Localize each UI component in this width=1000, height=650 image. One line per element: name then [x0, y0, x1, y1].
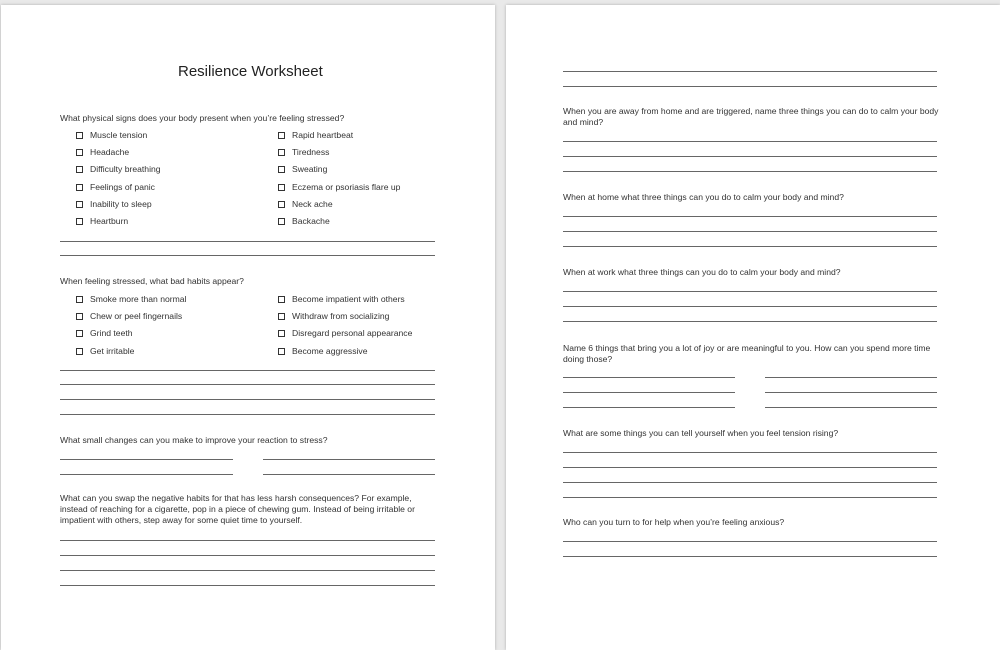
checkbox[interactable]: [278, 149, 285, 156]
checkbox[interactable]: [76, 149, 83, 156]
answer-line[interactable]: [60, 399, 435, 400]
question-help: Who can you turn to for help when you’re feeling anxious?: [563, 517, 785, 527]
checkbox[interactable]: [76, 296, 83, 303]
checkbox[interactable]: [76, 166, 83, 173]
answer-line[interactable]: [563, 497, 937, 498]
question-small-changes: What small changes can you make to improve your reaction to stress?: [60, 435, 328, 445]
answer-line[interactable]: [60, 370, 435, 371]
checkbox[interactable]: [278, 330, 285, 337]
answer-line[interactable]: [60, 540, 435, 541]
answer-line[interactable]: [563, 246, 937, 247]
answer-line[interactable]: [60, 255, 435, 256]
checklist-item-label: Disregard personal appearance: [292, 328, 413, 339]
checkbox[interactable]: [278, 296, 285, 303]
worksheet-page-2: [506, 5, 1000, 650]
checklist-item-label: Tiredness: [292, 147, 330, 158]
checklist-item-label: Inability to sleep: [90, 198, 152, 209]
answer-line[interactable]: [563, 141, 937, 142]
answer-line[interactable]: [60, 585, 435, 586]
question-away-from-home: When you are away from home and are triggered, name three things you can do to calm your body and mind?: [563, 106, 939, 127]
answer-line[interactable]: [563, 231, 937, 232]
answer-line[interactable]: [563, 171, 937, 172]
checkbox[interactable]: [76, 132, 83, 139]
answer-line[interactable]: [563, 321, 937, 322]
question-at-work: When at work what three things can you do to calm your body and mind?: [563, 267, 841, 277]
worksheet-page-1: [1, 5, 495, 650]
checklist-item-label: Difficulty breathing: [90, 164, 161, 175]
checkbox[interactable]: [76, 201, 83, 208]
answer-line[interactable]: [60, 474, 233, 475]
answer-line[interactable]: [60, 384, 435, 385]
question-at-home: When at home what three things can you do to calm your body and mind?: [563, 192, 844, 202]
answer-line[interactable]: [765, 377, 937, 378]
checklist-item-label: Headache: [90, 147, 130, 158]
checklist-item-label: Get irritable: [90, 345, 135, 356]
answer-line[interactable]: [563, 306, 937, 307]
answer-line[interactable]: [563, 541, 937, 542]
checklist-item-label: Rapid heartbeat: [292, 130, 354, 140]
question-joy: Name 6 things that bring you a lot of joy or are meaningful to you. How can you spend more time doing those?: [563, 343, 931, 364]
checklist-item-label: Sweating: [292, 164, 328, 175]
answer-line[interactable]: [563, 407, 735, 408]
answer-line[interactable]: [60, 459, 233, 460]
answer-line[interactable]: [563, 156, 937, 157]
checkbox[interactable]: [278, 218, 285, 225]
question-physical-signs: What physical signs does your body present when you’re feeling stressed?: [60, 113, 345, 123]
answer-line[interactable]: [60, 570, 435, 571]
checklist-item-label: Become impatient with others: [292, 294, 405, 304]
checklist-item-label: Muscle tension: [90, 130, 148, 140]
checkbox[interactable]: [278, 313, 285, 320]
answer-line[interactable]: [60, 241, 435, 242]
checkbox[interactable]: [278, 201, 285, 208]
answer-line[interactable]: [563, 482, 937, 483]
page-title: Resilience Worksheet: [178, 63, 323, 80]
checklist-item-label: Become aggressive: [292, 345, 368, 356]
answer-line[interactable]: [765, 392, 937, 393]
answer-line[interactable]: [563, 71, 937, 72]
checkbox[interactable]: [76, 313, 83, 320]
checkbox[interactable]: [76, 348, 83, 355]
checklist-item-label: Heartburn: [90, 216, 129, 226]
checklist-item-label: Grind teeth: [90, 328, 133, 339]
checkbox[interactable]: [278, 166, 285, 173]
question-swap-habits: What can you swap the negative habits for that has less harsh consequences? For example, instead of reaching for a cigarette, pop in a piece of chewing gum. Instead of being irritable or impatient with others, step away for some quiet time to yourself.: [60, 493, 415, 525]
checklist-item-label: Eczema or psoriasis flare up: [292, 181, 401, 192]
answer-line[interactable]: [60, 555, 435, 556]
checklist-item-label: Smoke more than normal: [90, 294, 187, 304]
answer-line[interactable]: [563, 291, 937, 292]
checklist-item-label: Backache: [292, 216, 330, 226]
answer-line[interactable]: [60, 414, 435, 415]
answer-line[interactable]: [263, 459, 435, 460]
checkbox[interactable]: [278, 348, 285, 355]
answer-line[interactable]: [563, 556, 937, 557]
answer-line[interactable]: [765, 407, 937, 408]
answer-line[interactable]: [263, 474, 435, 475]
answer-line[interactable]: [563, 452, 937, 453]
checklist-item-label: Neck ache: [292, 198, 333, 209]
answer-line[interactable]: [563, 392, 735, 393]
answer-line[interactable]: [563, 467, 937, 468]
answer-line[interactable]: [563, 86, 937, 87]
checklist-item-label: Withdraw from socializing: [292, 311, 390, 322]
checklist-item-label: Feelings of panic: [90, 181, 155, 192]
checklist-item-label: Chew or peel fingernails: [90, 311, 183, 322]
answer-line[interactable]: [563, 216, 937, 217]
question-tension: What are some things you can tell yourself when you feel tension rising?: [563, 428, 839, 438]
checkbox[interactable]: [76, 330, 83, 337]
question-bad-habits: When feeling stressed, what bad habits appear?: [60, 276, 244, 286]
checkbox[interactable]: [76, 218, 83, 225]
checkbox[interactable]: [278, 132, 285, 139]
checkbox[interactable]: [278, 184, 285, 191]
checkbox[interactable]: [76, 184, 83, 191]
answer-line[interactable]: [563, 377, 735, 378]
